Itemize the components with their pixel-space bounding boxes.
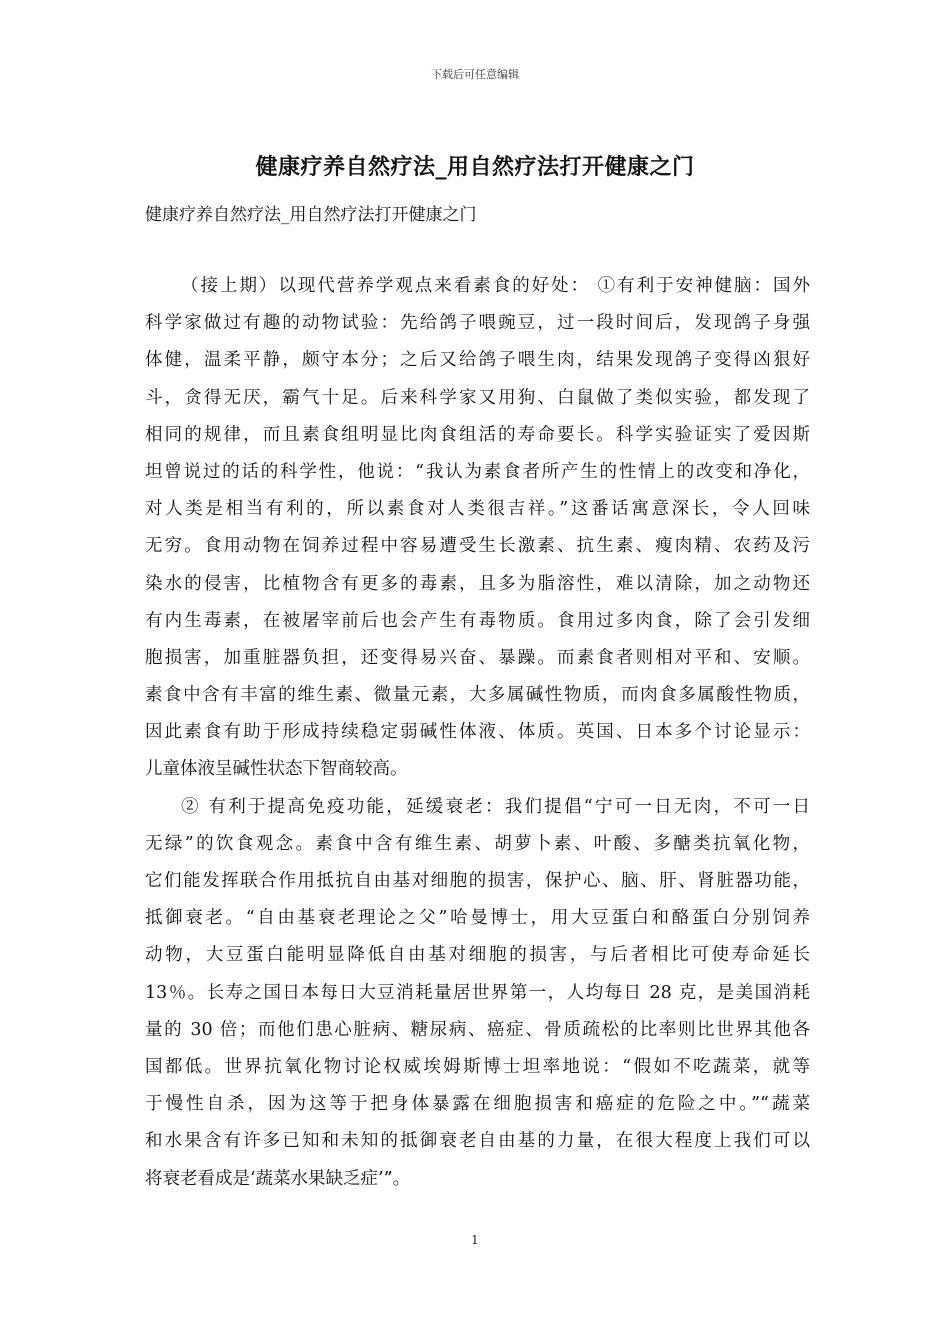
body-line: 对人类是相当有利的，所以素食对人类很吉祥。”这番话寓意深长，令人回味 — [145, 499, 810, 520]
body-line: 坦曾说过的话的科学性，他说：“我认为素食者所产生的性情上的改变和净化， — [145, 461, 810, 482]
body-line: （接上期）以现代营养学观点来看素食的好处： ①有利于安神健脑：国外 — [181, 276, 810, 296]
document-subtitle: 健康疗养自然疗法_用自然疗法打开健康之门 — [145, 205, 477, 225]
body-line: ② 有利于提高免疫功能，延缓衰老：我们提倡“宁可一日无肉，不可一日 — [181, 796, 810, 817]
body-line: 抵御衰老。“自由基衰老理论之父”哈曼博士，用大豆蛋白和酪蛋白分别饲养 — [145, 908, 810, 929]
body-line: 儿童体液呈碱性状态下智商较高。 — [145, 759, 408, 780]
body-line: 13％。长寿之国日本每日大豆消耗量居世界第一，人均每日 28 克，是美国消耗 — [145, 982, 810, 1003]
document-body — [145, 268, 810, 1198]
body-line: 无穷。食用动物在饲养过程中容易遭受生长激素、抗生素、瘦肉精、农药及污 — [145, 536, 810, 557]
page-header-note: 下载后可任意编辑 — [431, 68, 519, 81]
body-line: 于慢性自杀，因为这等于把身体暴露在细胞损害和癌症的危险之中。”“蔬菜 — [145, 1094, 810, 1115]
document-title: 健康疗养自然疗法_用自然疗法打开健康之门 — [255, 154, 695, 180]
body-line: 染水的侵害，比植物含有更多的毒素，且多为脂溶性，难以清除，加之动物还 — [145, 573, 810, 594]
body-line: 无绿”的饮食观念。素食中含有维生素、胡萝卜素、叶酸、多醣类抗氧化物， — [145, 833, 810, 854]
body-line: 量的 30 倍；而他们患心脏病、糖尿病、癌症、骨质疏松的比率则比世界其他各 — [145, 1019, 810, 1040]
body-line: 和水果含有许多已知和未知的抵御衰老自由基的力量，在很大程度上我们可以 — [145, 1131, 810, 1152]
body-line: 因此素食有助于形成持续稳定弱碱性体液、体质。英国、日本多个讨论显示： — [145, 722, 810, 743]
body-line: 它们能发挥联合作用抵抗自由基对细胞的损害，保护心、脑、肝、肾脏器功能， — [145, 871, 810, 891]
page-number: 1 — [471, 1233, 479, 1247]
body-line: 素食中含有丰富的维生素、微量元素，大多属碱性物质，而肉食多属酸性物质， — [145, 685, 810, 706]
body-line: 有内生毒素，在被屠宰前后也会产生有毒物质。食用过多肉食，除了会引发细 — [145, 610, 810, 631]
body-line: 体健，温柔平静，颇守本分；之后又给鸽子喂生肉，结果发现鸽子变得凶狠好 — [145, 350, 810, 371]
body-line: 相同的规律，而且素食组明显比肉食组活的寿命要长。科学实验证实了爱因斯 — [145, 424, 810, 445]
body-line: 胞损害，加重脏器负担，还变得易兴奋、暴躁。而素食者则相对平和、安顺。 — [145, 647, 810, 668]
body-line: 科学家做过有趣的动物试验：先给鸽子喂豌豆，过一段时间后，发现鸽子身强 — [145, 313, 810, 334]
body-line: 国都低。世界抗氧化物讨论权威埃姆斯博士坦率地说：“假如不吃蔬菜，就等 — [145, 1056, 810, 1077]
body-line: 动物，大豆蛋白能明显降低自由基对细胞的损害，与后者相比可使寿命延长 — [145, 945, 810, 966]
body-line: 斗，贪得无厌，霸气十足。后来科学家又用狗、白鼠做了类似实验，都发现了 — [145, 387, 810, 408]
body-line: 将衰老看成是‘蔬菜水果缺乏症’”。 — [145, 1168, 411, 1189]
